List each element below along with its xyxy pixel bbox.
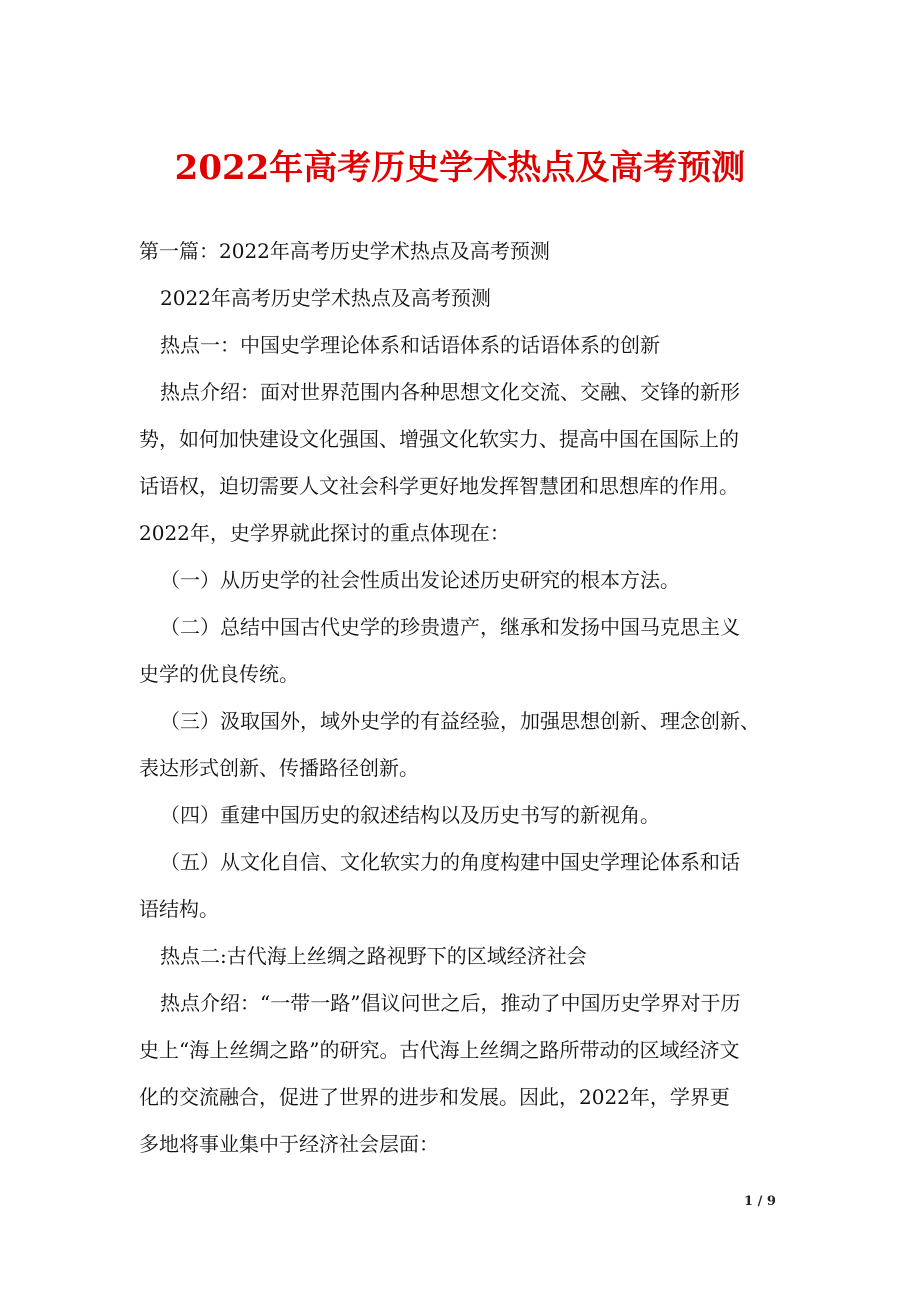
section-heading: 第一篇：2022年高考历史学术热点及高考预测 xyxy=(139,239,550,263)
hotspot-two-heading: 热点二:古代海上丝绸之路视野下的区域经济社会 xyxy=(160,944,587,968)
list-item-1: （一）从历史学的社会性质出发论述历史研究的根本方法。 xyxy=(160,568,680,592)
list-item-2: （二）总结中国古代史学的珍贵遗产，继承和发扬中国马克思主义 xyxy=(160,615,740,639)
list-item-3-cont: 表达形式创新、传播路径创新。 xyxy=(139,756,419,780)
paragraph-line: 史上“海上丝绸之路”的研究。古代海上丝绸之路所带动的区域经济文 xyxy=(139,1038,740,1062)
subtitle-line: 2022年高考历史学术热点及高考预测 xyxy=(160,286,491,310)
document-title: 2022年高考历史学术热点及高考预测 xyxy=(174,148,746,188)
page-indicator: 1 / 9 xyxy=(744,1194,776,1209)
list-item-2-cont: 史学的优良传统。 xyxy=(139,662,299,686)
paragraph-line: 化的交流融合，促进了世界的进步和发展。因此，2022年，学界更 xyxy=(139,1085,730,1109)
document-body xyxy=(139,228,789,1168)
list-item-5-cont: 语结构。 xyxy=(139,897,219,921)
hotspot-one-heading: 热点一：中国史学理论体系和话语体系的话语体系的创新 xyxy=(160,333,660,357)
paragraph-line: 话语权，迫切需要人文社会科学更好地发挥智慧团和思想库的作用。 xyxy=(139,474,739,498)
list-item-4: （四）重建中国历史的叙述结构以及历史书写的新视角。 xyxy=(160,803,660,827)
list-item-3: （三）汲取国外，域外史学的有益经验，加强思想创新、理念创新、 xyxy=(160,709,760,733)
paragraph-line: 多地将事业集中于经济社会层面： xyxy=(139,1132,439,1156)
list-item-5: （五）从文化自信、文化软实力的角度构建中国史学理论体系和话 xyxy=(160,850,740,874)
paragraph-line: 势，如何加快建设文化强国、增强文化软实力、提高中国在国际上的 xyxy=(139,427,739,451)
paragraph-line: 热点介绍：面对世界范围内各种思想文化交流、交融、交锋的新形 xyxy=(160,380,740,404)
paragraph-line: 热点介绍：“一带一路”倡议问世之后，推动了中国历史学界对于历 xyxy=(160,991,741,1015)
paragraph-line: 2022年，史学界就此探讨的重点体现在： xyxy=(139,521,510,545)
